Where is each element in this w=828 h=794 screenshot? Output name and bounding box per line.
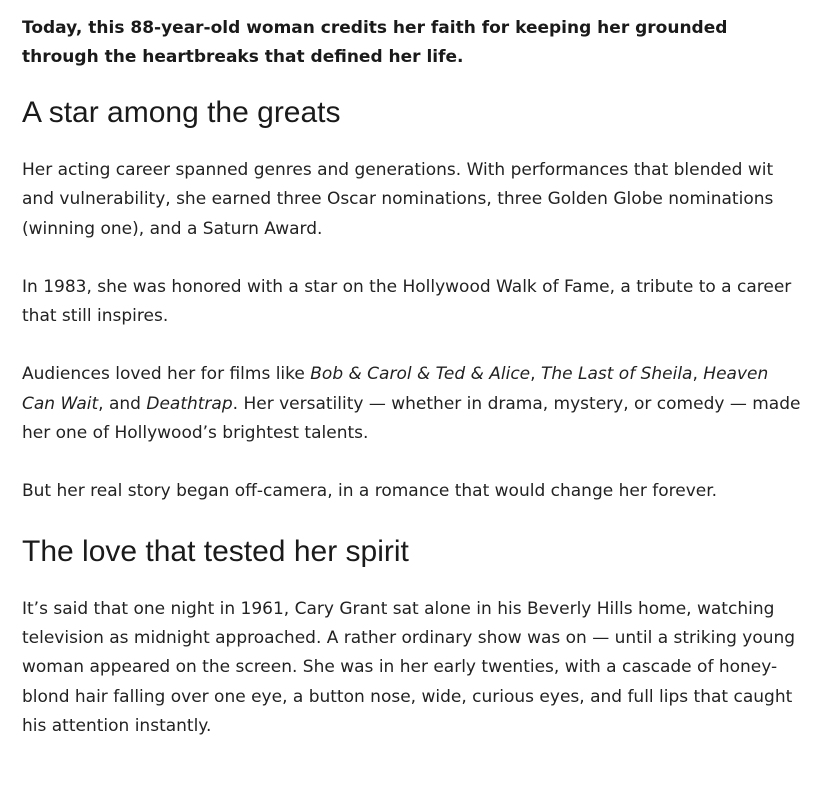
paragraph-career: Her acting career spanned genres and generations. With performances that blended wit and vulnerability, she earned three Oscar nominations, three Golden Globe nominations (winning one), and a Saturn Award. — [22, 160, 774, 239]
film-title-deathtrap: Deathtrap — [146, 393, 233, 414]
paragraph-films — [22, 360, 806, 448]
film-separator: , — [692, 364, 704, 385]
paragraph-cary-grant: It’s said that one night in 1961, Cary Grant sat alone in his Beverly Hills home, watching television as midnight approached. A rather ordinary show was on — until a striking young woman appeared on the screen. She was in her early twenties, with a cascade of honey-blond hair falling over one eye, a button nose, wide, curious eyes, and full lips that caught his attention instantly. — [22, 598, 796, 736]
film-separator: , and — [98, 393, 147, 414]
paragraph-off-camera: But her real story began off-camera, in a romance that would change her forever. — [22, 481, 718, 502]
paragraph-films-intro: Audiences loved her for films like — [22, 364, 311, 385]
section-heading-love: The love that tested her spirit — [22, 534, 409, 568]
film-title-heaven-can-wait: Heaven Can Wait — [22, 364, 769, 414]
film-separator: , — [530, 364, 541, 385]
article-lead: Today, this 88-year-old woman credits her faith for keeping her grounded through the heartbreaks that defined her life. — [22, 18, 728, 67]
paragraph-films-outro: . Her versatility — whether in drama, mystery, or comedy — made her one of Hollywood’s brightest talents. — [22, 393, 801, 444]
film-title-bob-carol: Bob & Carol & Ted & Alice — [310, 364, 531, 385]
section-heading-star: A star among the greats — [22, 96, 341, 129]
film-title-last-of-sheila: The Last of Sheila — [540, 364, 693, 385]
paragraph-walk-of-fame: In 1983, she was honored with a star on the Hollywood Walk of Fame, a tribute to a career that still inspires. — [22, 276, 792, 327]
